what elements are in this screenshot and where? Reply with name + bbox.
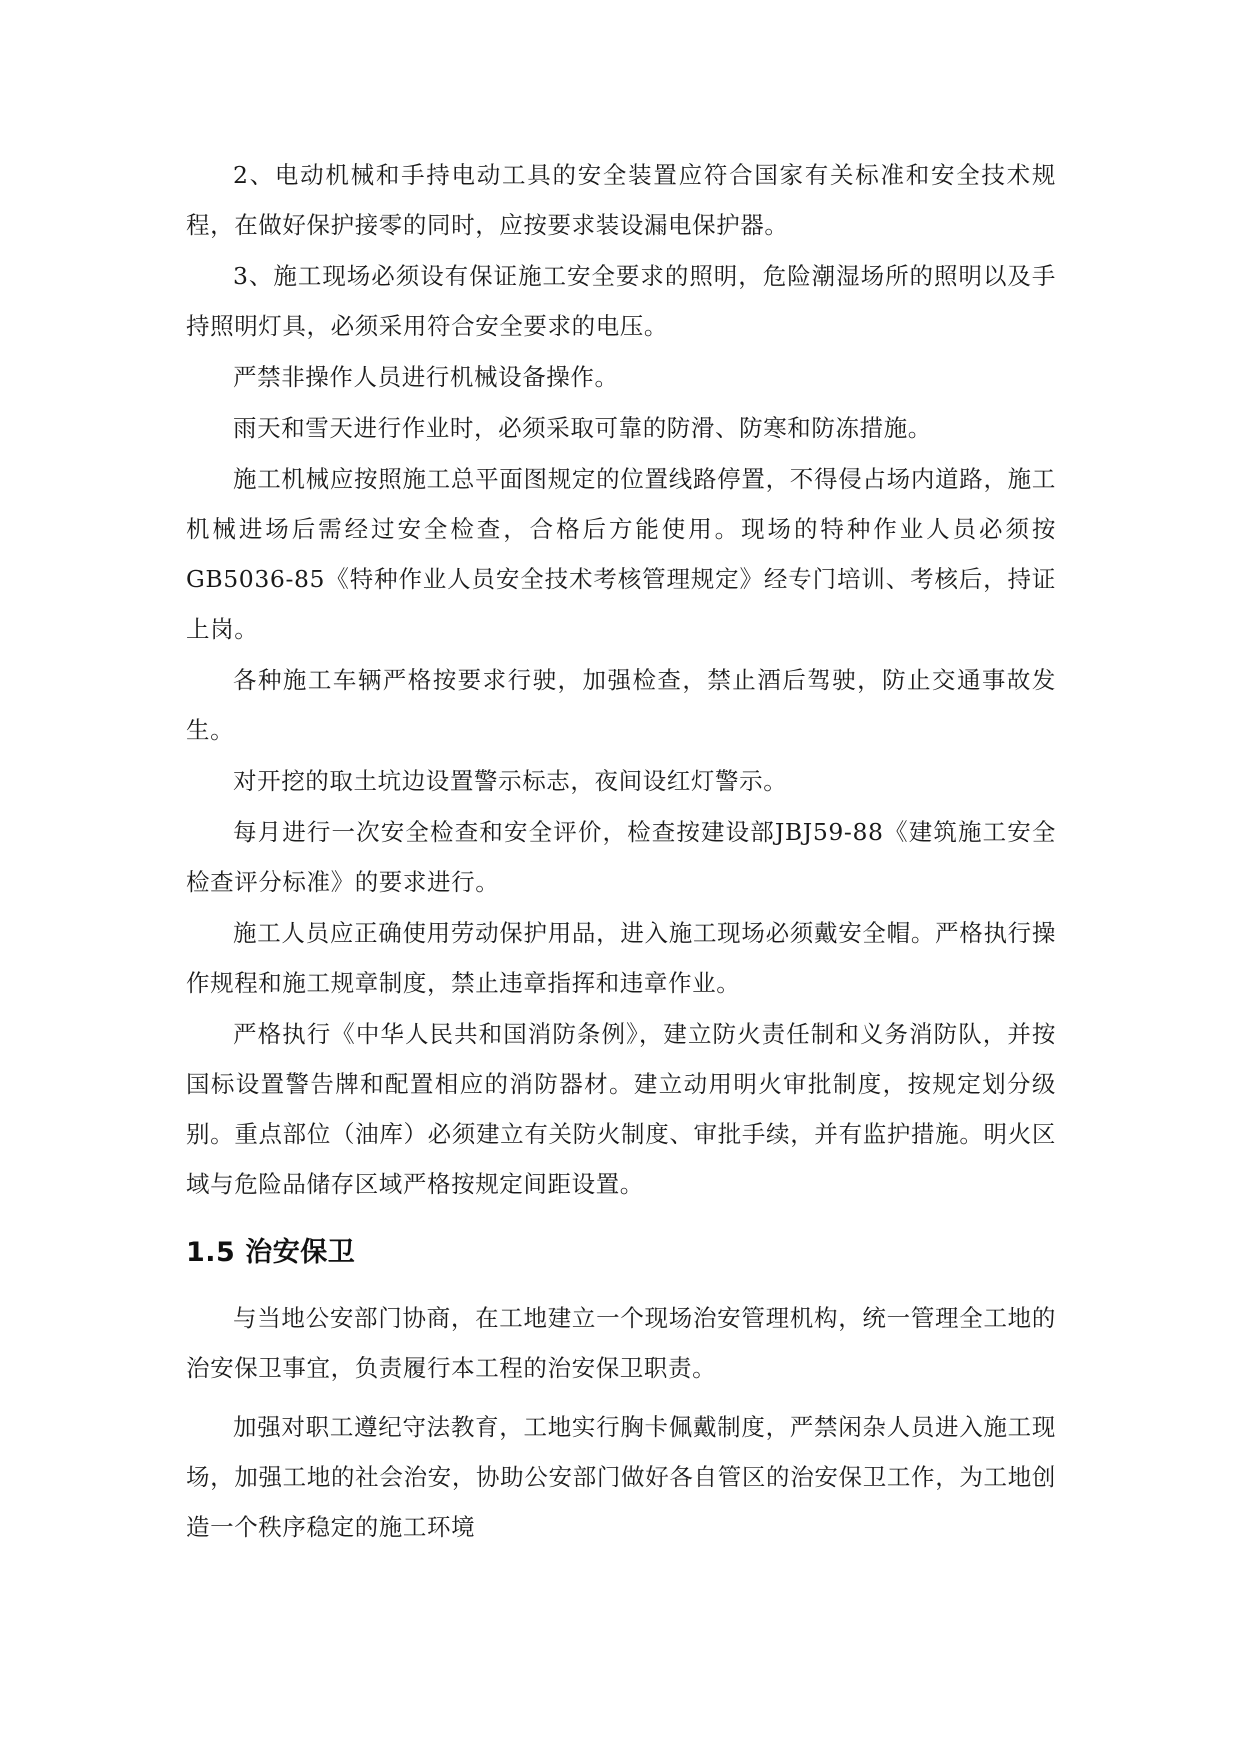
section-heading: 1.5 治安保卫 bbox=[186, 1237, 356, 1268]
paragraph: 加强对职工遵纪守法教育，工地实行胸卡佩戴制度，严禁闲杂人员进入施工现场，加强工地的社会治安，协助公安部门做好各自管区的治安保卫工作，为工地创造一个秩序稳定的施工环境 bbox=[186, 1413, 1056, 1541]
paragraph: 与当地公安部门协商，在工地建立一个现场治安管理机构，统一管理全工地的治安保卫事宜，负责履行本工程的治安保卫职责。 bbox=[186, 1304, 1056, 1382]
paragraph: 2、电动机械和手持电动工具的安全装置应符合国家有关标准和安全技术规程，在做好保护接零的同时，应按要求装设漏电保护器。 bbox=[186, 161, 1056, 239]
document-body bbox=[186, 150, 1056, 1561]
paragraph: 各种施工车辆严格按要求行驶，加强检查，禁止酒后驾驶，防止交通事故发生。 bbox=[186, 666, 1056, 744]
paragraph: 每月进行一次安全检查和安全评价，检查按建设部JBJ59-88《建筑施工安全检查评分标准》的要求进行。 bbox=[186, 818, 1056, 896]
paragraph: 对开挖的取土坑边设置警示标志，夜间设红灯警示。 bbox=[233, 767, 788, 795]
paragraph: 3、施工现场必须设有保证施工安全要求的照明，危险潮湿场所的照明以及手持照明灯具，必须采用符合安全要求的电压。 bbox=[186, 262, 1056, 340]
paragraph: 严禁非操作人员进行机械设备操作。 bbox=[233, 363, 619, 391]
paragraph: 严格执行《中华人民共和国消防条例》，建立防火责任制和义务消防队，并按国标设置警告牌和配置相应的消防器材。建立动用明火审批制度，按规定划分级别。重点部位（油库）必须建立有关防火制度、审批手续，并有监护措施。明火区域与危险品储存区域严格按规定间距设置。 bbox=[186, 1020, 1056, 1198]
paragraph: 施工机械应按照施工总平面图规定的位置线路停置，不得侵占场内道路，施工机械进场后需经过安全检查，合格后方能使用。现场的特种作业人员必须按GB5036-85《特种作业人员安全技术考核管理规定》经专门培训、考核后，持证上岗。 bbox=[186, 465, 1056, 643]
paragraph: 雨天和雪天进行作业时，必须采取可靠的防滑、防寒和防冻措施。 bbox=[233, 414, 932, 442]
paragraph: 施工人员应正确使用劳动保护用品，进入施工现场必须戴安全帽。严格执行操作规程和施工规章制度，禁止违章指挥和违章作业。 bbox=[186, 919, 1056, 997]
